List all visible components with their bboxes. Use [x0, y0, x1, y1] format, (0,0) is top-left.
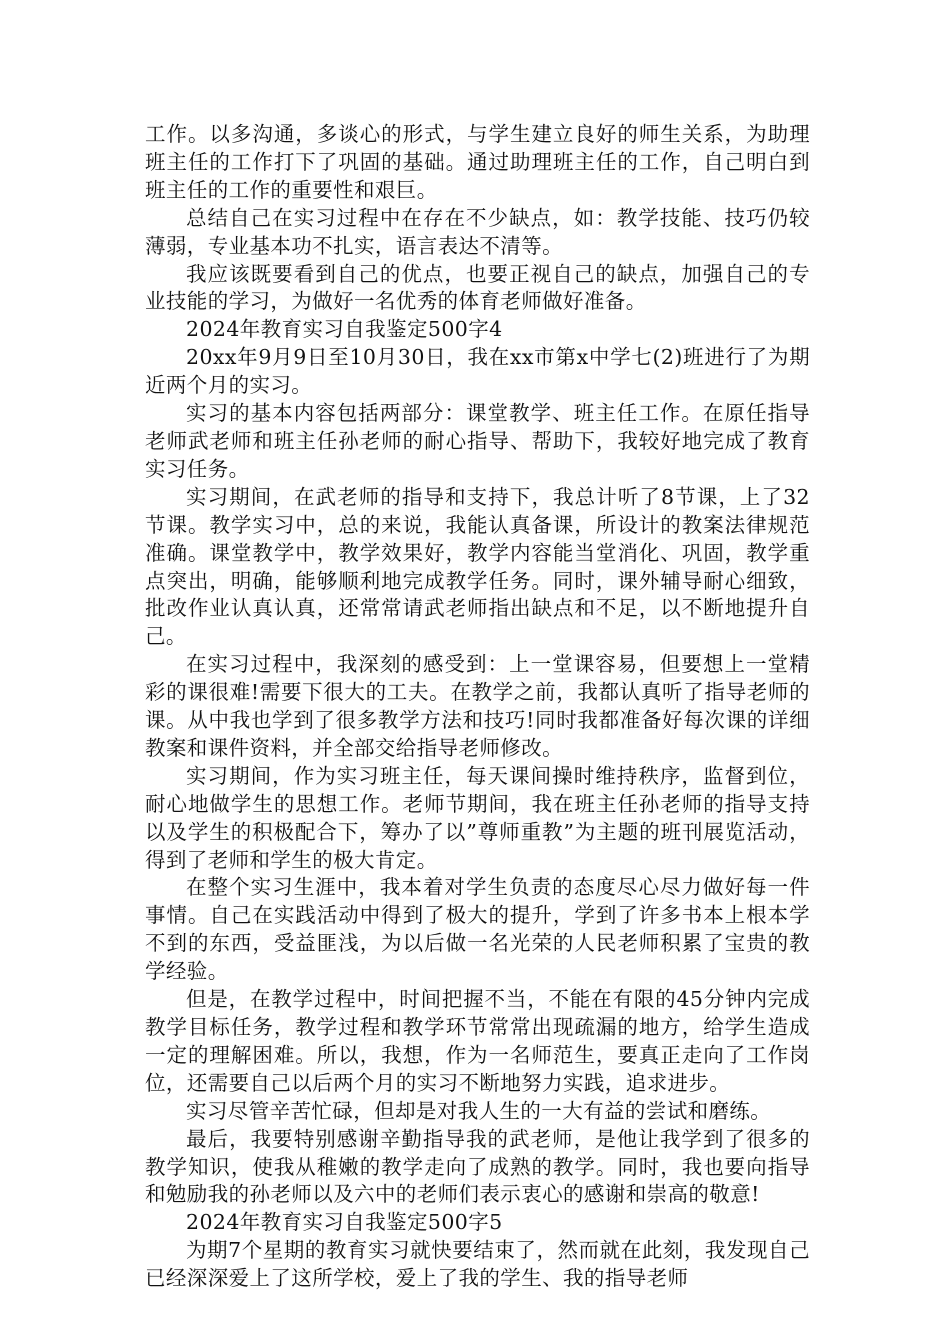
paragraph: 实习的基本内容包括两部分：课堂教学、班主任工作。在原任指导老师武老师和班主任孙老师的耐心指导、帮助下，我较好地完成了教育实习任务。 — [145, 401, 810, 481]
document-body — [145, 121, 810, 1293]
paragraph: 实习期间，作为实习班主任，每天课间操时维持秩序，监督到位，耐心地做学生的思想工作。老师节期间，我在班主任孙老师的指导支持以及学生的积极配合下，筹办了以”尊师重教”为主题的班刊展览活动，得到了老师和学生的极大肯定。 — [145, 763, 810, 872]
paragraph: 实习尽管辛苦忙碌，但却是对我人生的一大有益的尝试和磨练。 — [186, 1098, 772, 1123]
paragraph: 总结自己在实习过程中在存在不少缺点，如：教学技能、技巧仍较薄弱，专业基本功不扎实，语言表达不清等。 — [145, 205, 810, 258]
paragraph: 20xx年9月9日至10月30日，我在xx市第x中学七(2)班进行了为期近两个月的实习。 — [145, 345, 810, 398]
paragraph: 2024年教育实习自我鉴定500字4 — [186, 317, 503, 342]
paragraph: 在整个实习生涯中，我本着对学生负责的态度尽心尽力做好每一件事情。自己在实践活动中得到了极大的提升，学到了许多书本上根本学不到的东西，受益匪浅，为以后做一名光荣的人民老师积累了宝贵的教学经验。 — [145, 875, 810, 984]
paragraph: 在实习过程中，我深刻的感受到：上一堂课容易，但要想上一堂精彩的课很难!需要下很大的工夫。在教学之前，我都认真听了指导老师的课。从中我也学到了很多教学方法和技巧!同时我都准备好每次课的详细教案和课件资料，并全部交给指导老师修改。 — [145, 652, 810, 760]
paragraph: 最后，我要特别感谢辛勤指导我的武老师，是他让我学到了很多的教学知识，使我从稚嫩的教学走向了成熟的教学。同时，我也要向指导和勉励我的孙老师以及六中的老师们表示衷心的感谢和崇高的敬意! — [145, 1126, 810, 1207]
paragraph: 实习期间，在武老师的指导和支持下，我总计听了8节课，上了32节课。教学实习中，总的来说，我能认真备课，所设计的教案法律规范准确。课堂教学中，教学效果好，教学内容能当堂消化、巩固，教学重点突出，明确，能够顺利地完成教学任务。同时，课外辅导耐心细致，批改作业认真认真，还常常请武老师指出缺点和不足，以不断地提升自己。 — [145, 484, 810, 649]
paragraph: 2024年教育实习自我鉴定500字5 — [186, 1210, 503, 1235]
paragraph: 但是，在教学过程中，时间把握不当，不能在有限的45分钟内完成教学目标任务，教学过程和教学环节常常出现疏漏的地方，给学生造成一定的理解困难。所以，我想，作为一名师范生，要真正走向了工作岗位，还需要自己以后两个月的实习不断地努力实践，追求进步。 — [145, 987, 810, 1095]
paragraph: 工作。以多沟通，多谈心的形式，与学生建立良好的师生关系，为助理班主任的工作打下了巩固的基础。通过助理班主任的工作，自己明白到班主任的工作的重要性和艰巨。 — [145, 122, 810, 202]
paragraph: 我应该既要看到自己的优点，也要正视自己的缺点，加强自己的专业技能的学习，为做好一名优秀的体育老师做好准备。 — [145, 261, 810, 314]
paragraph: 为期7个星期的教育实习就快要结束了，然而就在此刻，我发现自己已经深深爱上了这所学校，爱上了我的学生、我的指导老师 — [145, 1238, 810, 1291]
